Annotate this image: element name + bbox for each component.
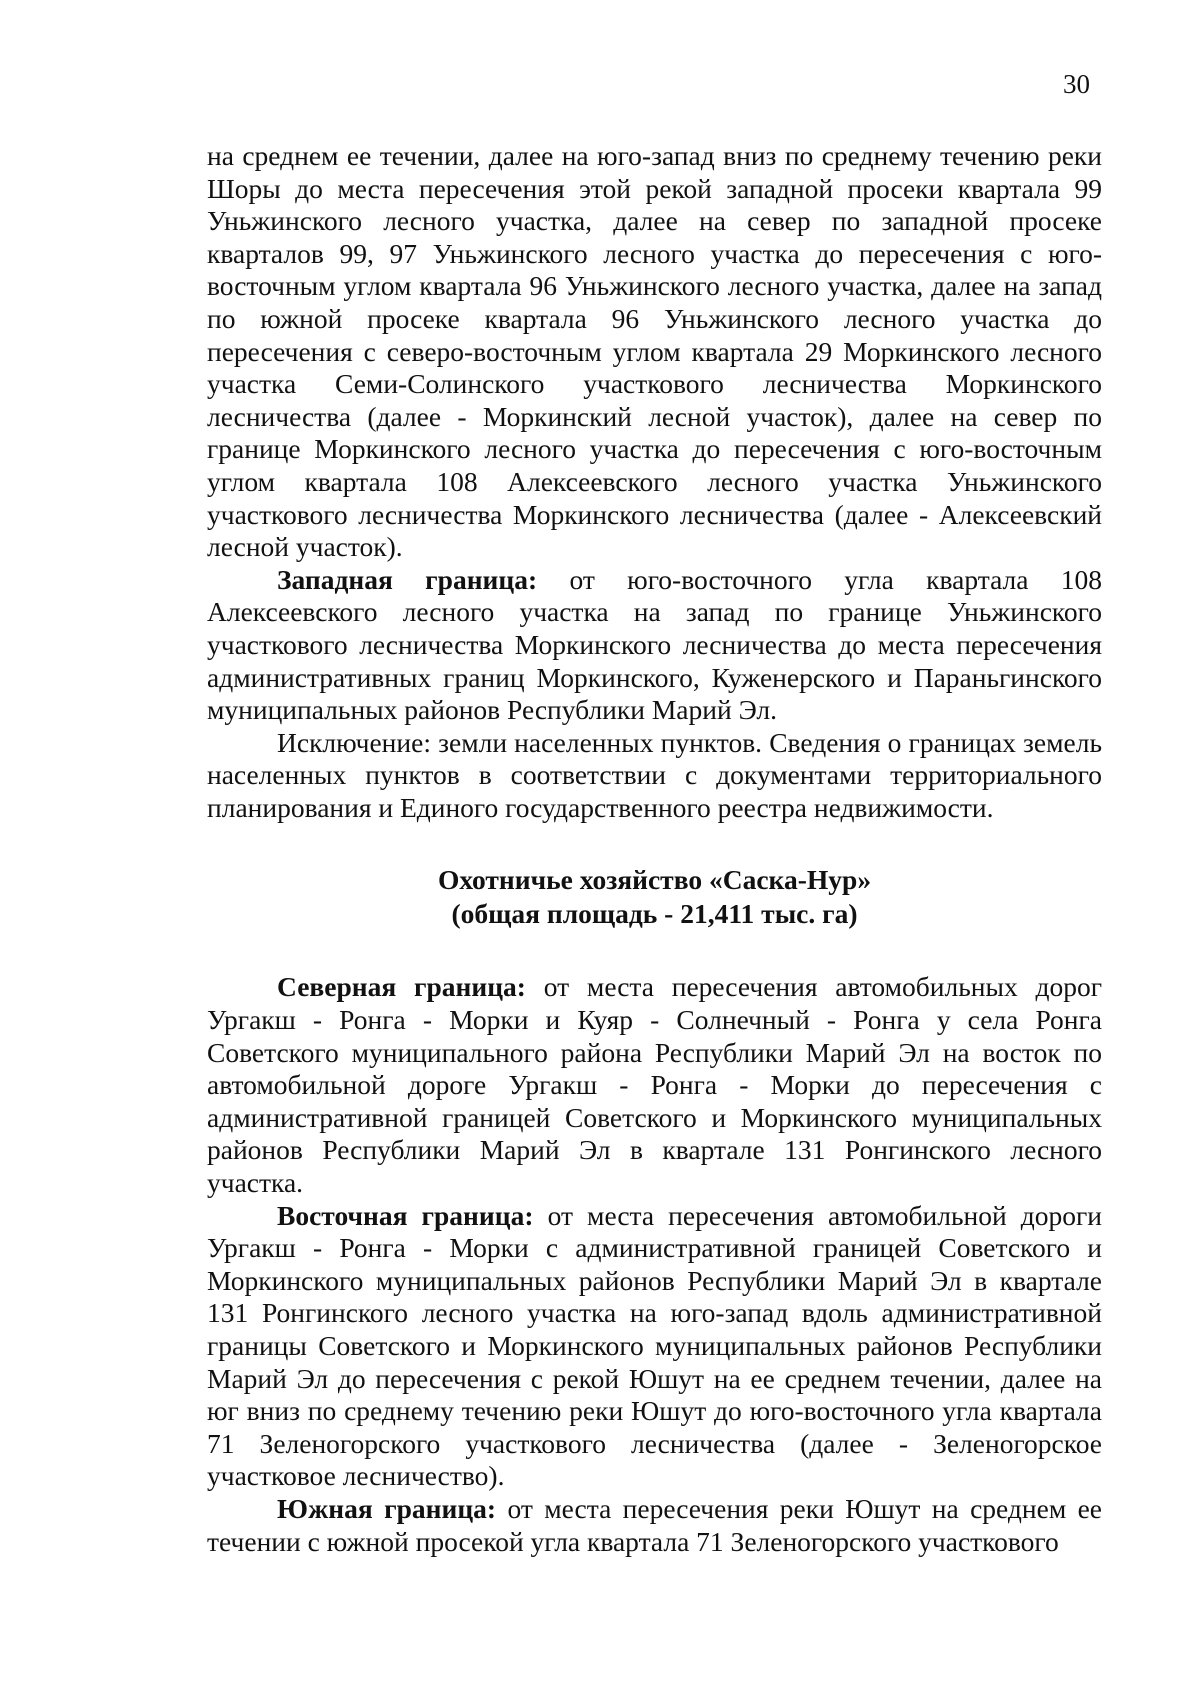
section-subtitle: (общая площадь - 21,411 тыс. га) (451, 898, 858, 930)
section-heading (207, 863, 1102, 931)
document-body (207, 140, 1102, 1558)
northern-border-label: Северная граница: (277, 971, 526, 1003)
paragraph-eastern-border (207, 1200, 1102, 1493)
paragraph-western-border (207, 564, 1102, 727)
northern-border-text: от места пересечения автомобильных дорог Ургакш - Ронга - Морки и Куяр - Солнечный - Ронга у села Ронга Советского муниципального района Республики Марий Эл на восток по автомобильной дороге Ургакш - Ронга - Морки до пересечения с административной границей Советского и Моркинского муниципальных районов Республики Марий Эл в квартале 131 Ронгинского лесного участка. (207, 971, 1102, 1199)
section-title: Охотничье хозяйство «Саска-Нур» (437, 864, 872, 896)
eastern-border-label: Восточная граница: (277, 1199, 534, 1231)
western-border-text: от юго-восточного угла квартала 108 Алексеевского лесного участка на запад по границе Уньжинского участкового лесничества Моркинского лесничества до места пересечения административных границ Моркинского, Куженерского и Параньгинского муниципальных районов Республики Марий Эл. (207, 563, 1102, 726)
paragraph-northern-border (207, 971, 1102, 1199)
paragraph-continuation: на среднем ее течении, далее на юго-запад вниз по среднему течению реки Шоры до места пересечения этой рекой западной просеки квартала 99 Уньжинского лесного участка, далее на север по западной просеке кварталов 99, 97 Уньжинского лесного участка до пересечения с юго-восточным углом квартала 96 Уньжинского лесного участка, далее на запад по южной просеке квартала 96 Уньжинского лесного участка до пересечения с северо-восточным углом квартала 29 Моркинского лесного участка Семи-Солинского участкового лесничества Моркинского лесничества (далее - Моркинский лесной участок), далее на север по границе Моркинского лесного участка до пересечения с юго-восточным углом квартала 108 Алексеевского лесного участка Уньжинского участкового лесничества Моркинского лесничества (далее - Алексеевский лесной участок). (207, 140, 1102, 563)
page-number: 30 (1063, 69, 1090, 99)
paragraph-exception: Исключение: земли населенных пунктов. Сведения о границах земель населенных пунктов в соответствии с документами территориального планирования и Единого государственного реестра недвижимости. (207, 726, 1102, 823)
eastern-border-text: от места пересечения автомобильной дороги Ургакш - Ронга - Морки с административной границей Советского и Моркинского муниципальных районов Республики Марий Эл в квартале 131 Ронгинского лесного участка на юго-запад вдоль административной границы Советского и Моркинского муниципальных районов Республики Марий Эл до пересечения с рекой Юшут на ее среднем течении, далее на юг вниз по среднему течению реки Юшут до юго-восточного угла квартала 71 Зеленогорского участкового лесничества (далее - Зеленогорское участковое лесничество). (207, 1199, 1102, 1492)
paragraph-southern-border (207, 1493, 1102, 1558)
western-border-label: Западная граница: (277, 563, 538, 595)
southern-border-label: Южная граница: (277, 1492, 497, 1524)
southern-border-text: от места пересечения реки Юшут на среднем ее течении с южной просекой угла квартала 71 Зеленогорского участкового (207, 1492, 1103, 1557)
